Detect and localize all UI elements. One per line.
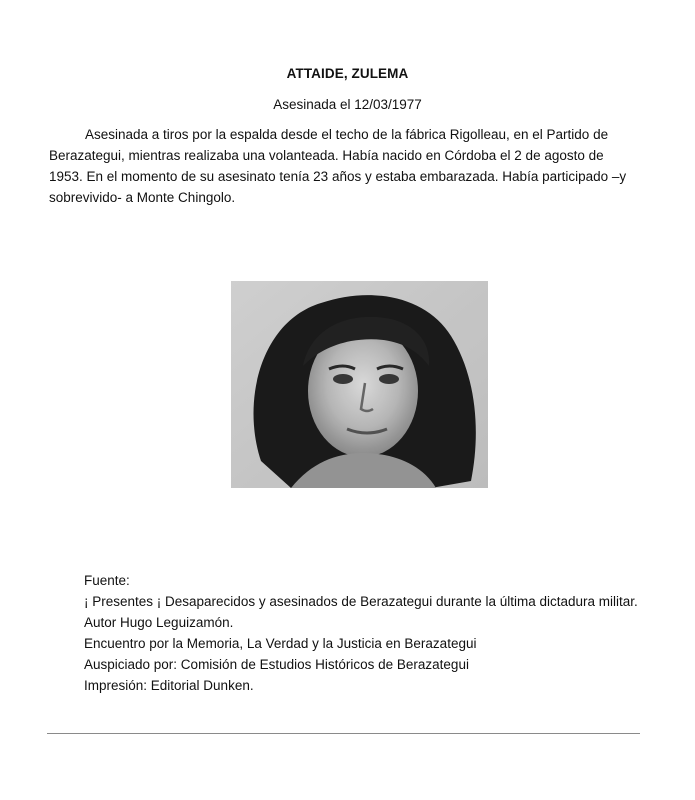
source-line: Auspiciado por: Comisión de Estudios Históricos de Berazategui: [84, 657, 469, 672]
source-block: [84, 570, 664, 696]
body-paragraph: Asesinada a tiros por la espalda desde el techo de la fábrica Rigolleau, en el Partido de Berazategui, mientras realizaba una volanteada. Había nacido en Córdoba el 2 de agosto de 1953. En el momento de su asesinato tenía 23 años y estaba embarazada. Había participado –y sobrevivido- a Monte Chingolo.: [49, 127, 627, 205]
source-heading: Fuente:: [84, 573, 130, 588]
source-line: Encuentro por la Memoria, La Verdad y la Justicia en Berazategui: [84, 636, 477, 651]
source-line: ¡ Presentes ¡ Desaparecidos y asesinados de Berazategui durante la última dictadura militar.: [84, 594, 638, 609]
page-title: ATTAIDE, ZULEMA: [286, 66, 409, 81]
portrait-photo: [231, 281, 488, 488]
source-line: Autor Hugo Leguizamón.: [84, 615, 234, 630]
page-subtitle: Asesinada el 12/03/1977: [273, 97, 422, 112]
source-line: Impresión: Editorial Dunken.: [84, 678, 254, 693]
footer-divider: [47, 733, 640, 734]
